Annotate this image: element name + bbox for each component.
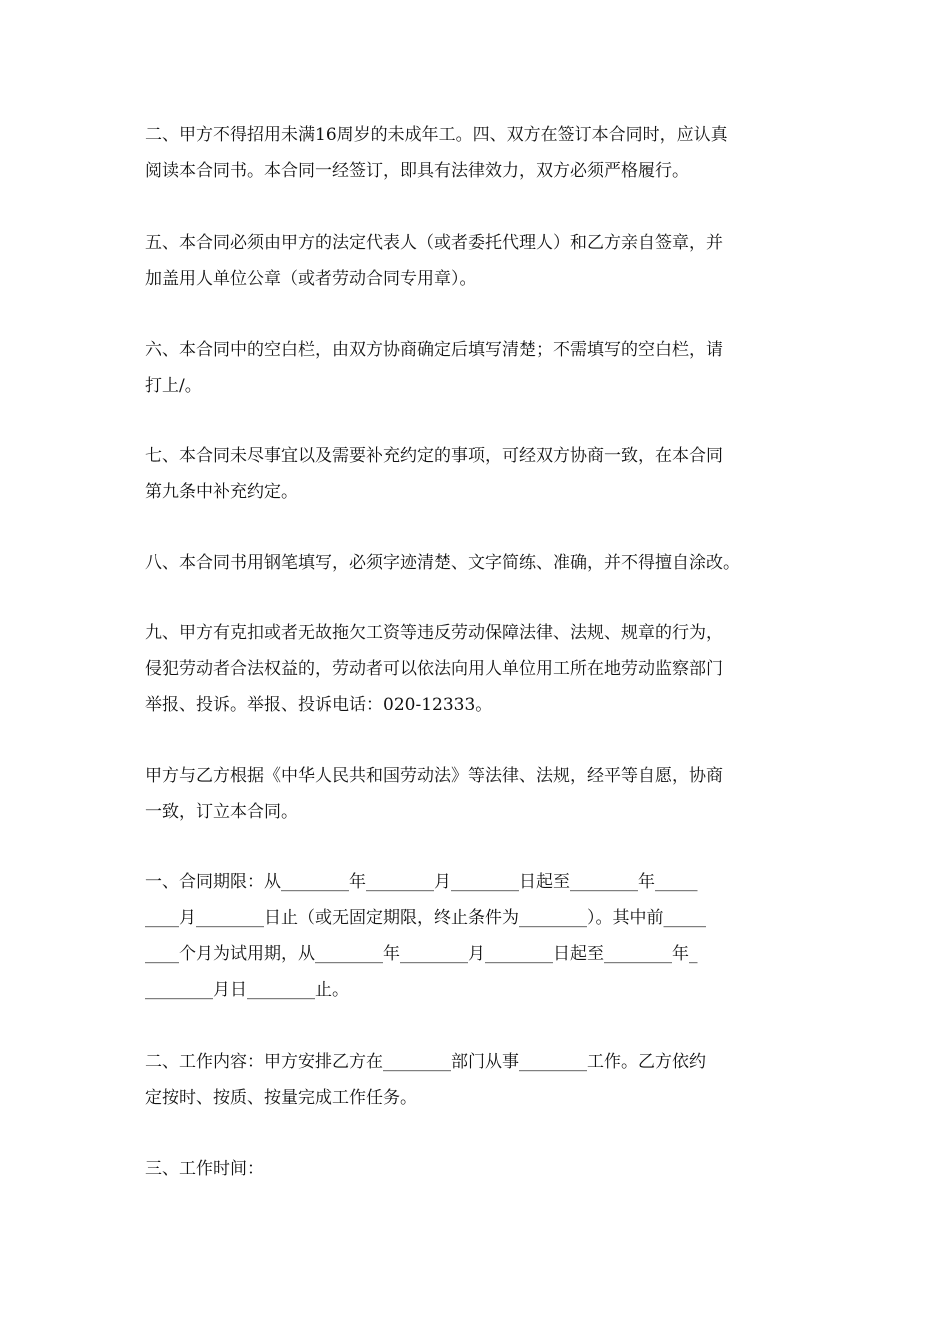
text-line: 侵犯劳动者合法权益的，劳动者可以依法向用人单位用工所在地劳动监察部门 <box>145 659 723 679</box>
text-line: 二、甲方不得招用未满16周岁的未成年工。四、双方在签订本合同时，应认真 <box>145 125 728 145</box>
text-line: ____月________日止（或无固定期限，终止条件为________）。其中前_____ <box>145 908 706 928</box>
paragraph-preamble <box>145 758 815 830</box>
text-line: ________月日________止。 <box>145 980 349 1000</box>
text-line: 九、甲方有克扣或者无故拖欠工资等违反劳动保障法律、法规、规章的行为， <box>145 623 723 643</box>
paragraph-clause-handwriting <box>145 545 815 581</box>
text-line: 甲方与乙方根据《中华人民共和国劳动法》等法律、法规，经平等自愿，协商 <box>145 766 723 786</box>
text-line: 五、本合同必须由甲方的法定代表人（或者委托代理人）和乙方亲自签章，并 <box>145 233 723 253</box>
text-line: 定按时、按质、按量完成工作任务。 <box>145 1088 417 1108</box>
paragraph-clause-supplement <box>145 438 815 510</box>
text-line: 阅读本合同书。本合同一经签订，即具有法律效力，双方必须严格履行。 <box>145 161 689 181</box>
text-line: 打上/。 <box>145 376 202 396</box>
paragraph-working-hours <box>145 1151 815 1187</box>
paragraph-clause-blanks <box>145 332 815 404</box>
paragraph-contract-term <box>145 864 815 1008</box>
text-line: 三、工作时间： <box>145 1159 264 1179</box>
text-line: 第九条中补充约定。 <box>145 482 298 502</box>
paragraph-clause-underage <box>145 117 815 189</box>
text-line: 八、本合同书用钢笔填写，必须字迹清楚、文字简练、准确，并不得擅自涂改。 <box>145 553 740 573</box>
text-line: 一、合同期限：从________年________月________日起至________年_____ <box>145 872 698 892</box>
text-line: 七、本合同未尽事宜以及需要补充约定的事项，可经双方协商一致，在本合同 <box>145 446 723 466</box>
text-line: 举报、投诉。举报、投诉电话：020-12333。 <box>145 695 493 715</box>
text-line: 六、本合同中的空白栏，由双方协商确定后填写清楚；不需填写的空白栏，请 <box>145 340 723 360</box>
paragraph-job-content <box>145 1044 815 1116</box>
text-line: 加盖用人单位公章（或者劳动合同专用章）。 <box>145 269 477 289</box>
paragraph-clause-complaint <box>145 615 815 723</box>
text-line: ____个月为试用期，从________年________月________日起至________年_ <box>145 944 698 964</box>
text-line: 一致，订立本合同。 <box>145 802 298 822</box>
paragraph-clause-signature <box>145 225 815 297</box>
text-line: 二、工作内容：甲方安排乙方在________部门从事________工作。乙方依约 <box>145 1052 706 1072</box>
